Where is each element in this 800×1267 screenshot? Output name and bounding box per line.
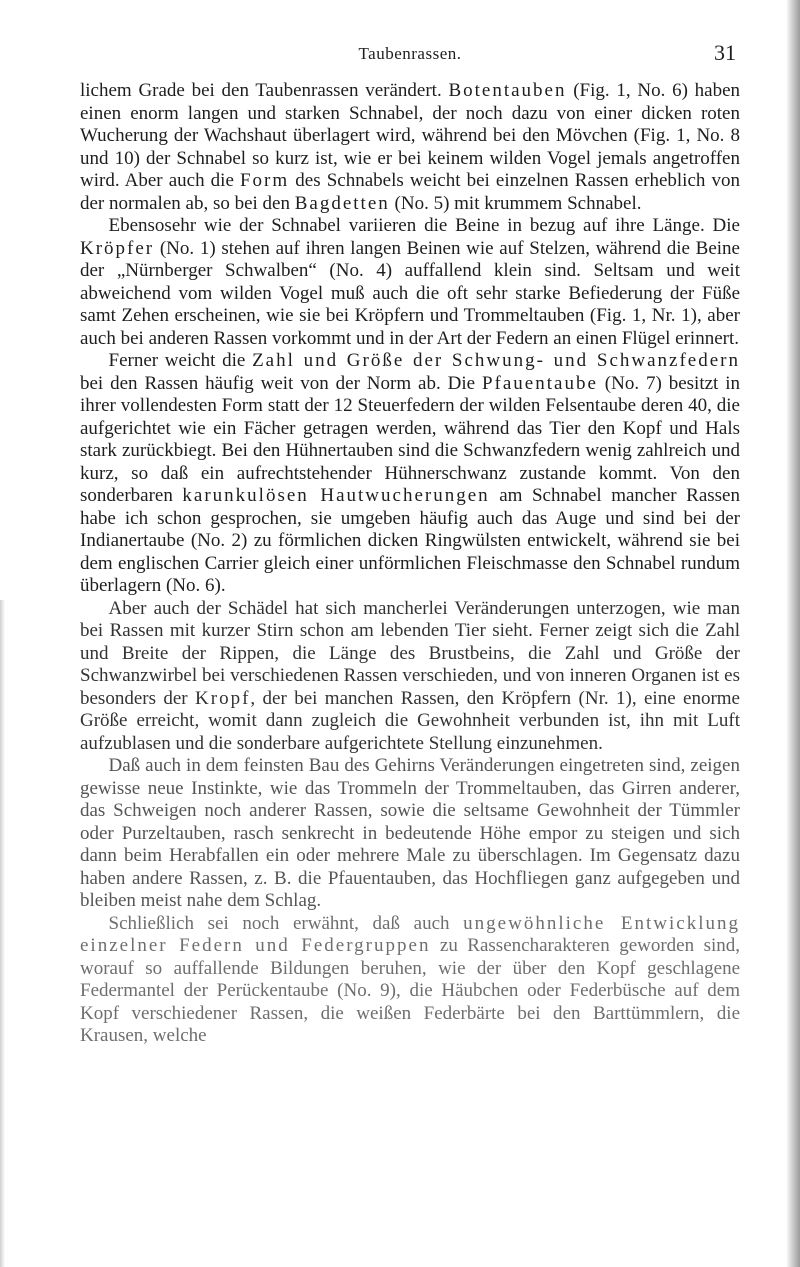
paragraph-text: (No. 7) besitzt in ihrer vollendesten Form statt der 12 Steuerfedern der wilden Felsentaube deren 40, die aufgerichtet wie ein Fächer getragen werden, während das Tier den Kopf und Hals stark zurückbiegt. Bei den Hühnertauben sind die Schwanzfedern wenig zahlreich und kurz, so daß ein aufrechtstehender Hühnerschwanz zustande kommt. Von den sonderbaren [80, 372, 740, 506]
paragraph-text: lichem Grade bei den Taubenrassen verändert. [80, 80, 449, 101]
paragraph-text: Daß auch in dem feinsten Bau des Gehirns Veränderungen eingetreten sind, zeigen gewisse neue Instinkte, wie das Trommeln der Trommeltauben, das Girren anderer, das Schweigen noch anderer Rassen, sowie die seltsame Gewohnheit der Tümmler oder Purzeltauben, rasch senkrecht in bedeutende Höhe empor zu steigen und sich dann beim Herabfallen ein oder mehrere Male zu überschlagen. Im Gegensatz dazu haben andere Rassen, z. B. die Pfauentauben, das Hochfliegen ganz aufgegeben und bleiben meist nahe dem Schlag. [80, 755, 740, 911]
paragraph [80, 598, 740, 756]
spaced-emphasis-text: Pfauentaube [481, 372, 598, 394]
paragraph-text: (Fig. 1, No. 6) haben einen enorm langen und starken Schnabel, der noch dazu von einer dicken roten Wucherung der Wachshaut überlagert wird, während bei den Mövchen (Fig. 1, No. 8 und 10) der Schnabel so kurz ist, wie er bei keinem wilden Vogel jemals angetroffen wird. Aber auch die [80, 80, 741, 191]
spaced-emphasis-text: ungewöhnliche Entwicklung einzelner Federn und Federgruppen [80, 912, 740, 956]
page-header [80, 40, 740, 72]
paragraph-text: (No. 5) mit krummem Schnabel. [389, 192, 642, 214]
paragraph-text: (No. 1) stehen auf ihren langen Beinen wie auf Stelzen, während die Beine der „Nürnberger Schwalben“ (No. 4) auffallend klein sind. Seltsam und weit abweichend vom wilden Vogel muß auch die oft sehr starke Befiederung der Füße samt Zehen erscheinen, wie sie bei Kröpfern und Trommeltauben (Fig. 1, Nr. 1), aber auch bei anderen Rassen vorkommt und in der Art der Federn an einen Flügel erinnert. [80, 237, 740, 349]
paragraph [80, 913, 740, 1048]
spaced-emphasis-text: Botentauben [448, 80, 567, 101]
paragraph-text: des Schnabels weicht bei einzelnen Rassen erheblich von der normalen ab, so bei den [80, 170, 740, 214]
spaced-emphasis-text: karunkulösen Hautwucherungen [182, 485, 490, 506]
paragraph [80, 80, 740, 215]
paragraph-text: Aber auch der Schädel hat sich mancherlei Veränderungen unterzogen, wie man bei Rassen mit kurzer Stirn schon am lebenden Tier sieht. Ferner zeigt sich die Zahl und Breite der Rippen, die Länge des Brustbeins, die Zahl und Größe der Schwanzwirbel bei verschiedenen Rassen verschieden, und von inneren Organen ist es besonders der [80, 597, 740, 709]
paragraph [80, 755, 740, 913]
paragraph-text: Ebensosehr wie der Schnabel variieren die Beine in bezug auf ihre Länge. Die [108, 215, 740, 236]
spaced-emphasis-text: Bagdetten [294, 192, 390, 214]
paragraph-text: Schließlich sei noch erwähnt, daß auch [108, 912, 464, 934]
spaced-emphasis-text: Zahl und Größe der Schwung- und Schwanzfedern [252, 350, 740, 371]
paragraph-text: , der bei manchen Rassen, den Kröpfern (Nr. 1), eine enorme Größe erreicht, womit dann zugleich die Gewohnheit verbunden ist, ihn mit Luft aufzublasen und die sonderbare aufgerichtete Stellung einzunehmen. [80, 687, 740, 754]
spaced-emphasis-text: Form [239, 170, 290, 191]
paragraph-text: am Schnabel mancher Rassen habe ich schon gesprochen, sie umgeben häufig auch das Auge und sind bei der Indianertaube (No. 2) zu förmlichen dicken Ringwülsten entwickelt, während sie bei dem englischen Carrier gleich einer unförmlichen Fleischmasse den Schnabel rundum überlagern (No. 6). [80, 485, 740, 596]
running-head: Taubenrassen. [358, 44, 462, 63]
spaced-emphasis-text: Kröpfer [80, 237, 155, 259]
paragraph [80, 215, 740, 350]
paragraph-text: Ferner weicht die [108, 350, 253, 371]
page-number: 31 [714, 40, 736, 65]
paragraph [80, 350, 740, 598]
body-text [80, 80, 740, 1048]
page-left-edge-shadow [0, 600, 5, 1267]
page-right-edge-shadow [786, 0, 800, 1267]
spaced-emphasis-text: Kropf [195, 687, 251, 709]
paragraph-text: bei den Rassen häufig weit von der Norm ab. Die [80, 372, 482, 394]
paragraph-text: zu Rassencharakteren geworden sind, worauf so auffallende Bildungen beruhen, wie der über den Kopf geschlagene Federmantel der Perückentaube (No. 9), die Häubchen oder Federbüsche auf dem Kopf verschiedener Rassen, die weißen Federbärte bei den Barttümmlern, die Krausen, welche [80, 935, 740, 1046]
